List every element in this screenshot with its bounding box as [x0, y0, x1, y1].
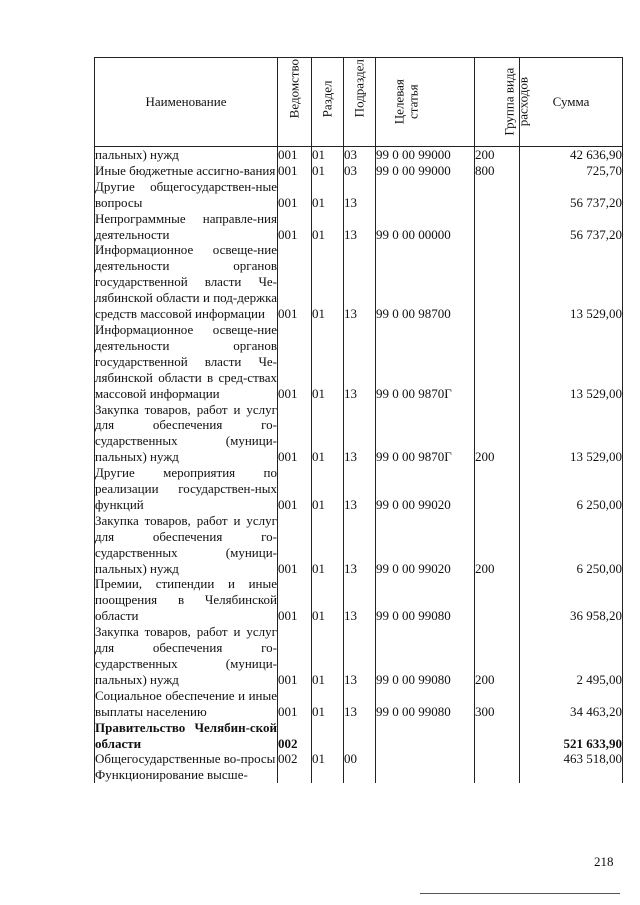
row-expense-group: 200 — [475, 402, 520, 466]
row-name: Закупка товаров, работ и услуг для обеспечения го-сударственных (муници-пальных) нужд — [95, 512, 277, 576]
row-target: 99 0 00 99000 — [376, 147, 475, 163]
row-expense-group: 200 — [475, 147, 520, 163]
row-target: 99 0 00 99020 — [376, 513, 475, 577]
row-section — [312, 720, 344, 752]
row-expense-group — [475, 211, 520, 243]
row-target: 99 0 00 99080 — [376, 624, 475, 688]
row-name: Социальное обеспечение и иные выплаты населению — [95, 687, 277, 719]
row-target: 99 0 00 99000 — [376, 163, 475, 179]
row-expense-group — [475, 767, 520, 783]
row-sum: 56 737,20 — [520, 211, 623, 243]
row-sum — [520, 767, 623, 783]
table-row — [95, 576, 623, 624]
table-row — [95, 402, 623, 466]
header-sum: Сумма — [520, 58, 623, 147]
row-expense-group — [475, 465, 520, 513]
row-dept: 001 — [278, 179, 312, 211]
table-header-row — [95, 58, 623, 147]
table-row — [95, 688, 623, 720]
table-row — [95, 163, 623, 179]
row-section: 01 — [312, 751, 344, 767]
row-expense-group: 800 — [475, 163, 520, 179]
row-expense-group — [475, 720, 520, 752]
row-sum: 6 250,00 — [520, 513, 623, 577]
row-name: Иные бюджетные ассигно-вания — [95, 163, 278, 179]
row-expense-group — [475, 179, 520, 211]
header-name: Наименование — [95, 58, 278, 147]
row-section — [312, 767, 344, 783]
table-row — [95, 624, 623, 688]
row-section: 01 — [312, 163, 344, 179]
row-section: 01 — [312, 322, 344, 402]
row-expense-group — [475, 242, 520, 322]
row-sum: 34 463,20 — [520, 688, 623, 720]
row-dept — [278, 767, 312, 783]
row-sum: 463 518,00 — [520, 751, 623, 767]
row-target: 99 0 00 98700 — [376, 242, 475, 322]
row-dept: 001 — [278, 465, 312, 513]
row-expense-group — [475, 751, 520, 767]
row-subsection: 13 — [344, 322, 376, 402]
row-target: 99 0 00 9870Г — [376, 322, 475, 402]
row-dept: 001 — [278, 322, 312, 402]
row-dept: 001 — [278, 163, 312, 179]
row-subsection: 13 — [344, 465, 376, 513]
row-sum: 36 958,20 — [520, 576, 623, 624]
row-section: 01 — [312, 179, 344, 211]
table-row — [95, 242, 623, 322]
row-expense-group: 300 — [475, 688, 520, 720]
row-section: 01 — [312, 576, 344, 624]
budget-table — [94, 57, 623, 783]
table-row — [95, 179, 623, 211]
row-name: Другие общегосударствен-ные вопросы — [95, 178, 277, 210]
row-subsection: 13 — [344, 688, 376, 720]
row-sum: 56 737,20 — [520, 179, 623, 211]
row-target: 99 0 00 99080 — [376, 688, 475, 720]
row-dept: 002 — [278, 720, 312, 752]
row-name: Закупка товаров, работ и услуг для обеспечения го-сударственных (муници-пальных) нужд — [95, 401, 277, 465]
row-target: 99 0 00 00000 — [376, 211, 475, 243]
row-name: Информационное освеще-ние деятельности органов государственной власти Че-лябинской области и под-держка средств массовой информации — [95, 242, 277, 322]
row-dept: 001 — [278, 624, 312, 688]
row-dept: 001 — [278, 147, 312, 163]
row-sum: 13 529,00 — [520, 242, 623, 322]
row-section: 01 — [312, 242, 344, 322]
footer-rule — [420, 893, 620, 894]
row-sum: 13 529,00 — [520, 402, 623, 466]
row-subsection: 13 — [344, 211, 376, 243]
row-section: 01 — [312, 147, 344, 163]
row-name: Функционирование высше- — [95, 767, 278, 783]
row-subsection: 13 — [344, 513, 376, 577]
row-section: 01 — [312, 211, 344, 243]
row-dept: 001 — [278, 513, 312, 577]
row-name: Другие мероприятия по реализации государствен-ных функций — [95, 465, 277, 512]
row-dept: 001 — [278, 688, 312, 720]
row-expense-group: 200 — [475, 624, 520, 688]
row-dept: 002 — [278, 751, 312, 767]
row-subsection — [344, 720, 376, 752]
page-number: 218 — [594, 854, 614, 869]
row-section: 01 — [312, 624, 344, 688]
row-name: Премии, стипендии и иные поощрения в Челябинской области — [95, 576, 277, 624]
row-target: 99 0 00 99020 — [376, 465, 475, 513]
row-subsection: 00 — [344, 751, 376, 767]
row-section: 01 — [312, 513, 344, 577]
row-target — [376, 751, 475, 767]
row-dept: 001 — [278, 211, 312, 243]
row-name: Закупка товаров, работ и услуг для обеспечения го-сударственных (муници-пальных) нужд — [95, 624, 277, 687]
row-subsection — [344, 767, 376, 783]
table-row — [95, 322, 623, 402]
row-dept: 001 — [278, 242, 312, 322]
row-section: 01 — [312, 402, 344, 466]
row-sum: 521 633,90 — [520, 720, 623, 752]
row-subsection: 03 — [344, 163, 376, 179]
row-section: 01 — [312, 465, 344, 513]
table-body — [95, 147, 623, 784]
row-sum: 6 250,00 — [520, 465, 623, 513]
row-subsection: 13 — [344, 402, 376, 466]
row-subsection: 13 — [344, 179, 376, 211]
row-sum: 725,70 — [520, 163, 623, 179]
table-row — [95, 147, 623, 163]
header-target: Целевая статья — [376, 58, 475, 147]
row-subsection: 13 — [344, 242, 376, 322]
header-section: Раздел — [312, 58, 344, 147]
row-target — [376, 720, 475, 752]
row-sum: 2 495,00 — [520, 624, 623, 688]
row-target: 99 0 00 9870Г — [376, 402, 475, 466]
table-row — [95, 211, 623, 243]
row-subsection: 13 — [344, 624, 376, 688]
row-subsection: 13 — [344, 576, 376, 624]
row-name: Непрограммные направле-ния деятельности — [95, 210, 277, 242]
row-name: Информационное освеще-ние деятельности органов государственной власти Че-лябинской области в сред-ствах массовой информации — [95, 321, 277, 401]
table-row — [95, 767, 623, 783]
table-row — [95, 513, 623, 577]
row-target — [376, 179, 475, 211]
row-subsection: 03 — [344, 147, 376, 163]
header-expense-group: Группа вида расходов — [475, 58, 520, 147]
header-subsection: Подраздел — [344, 58, 376, 147]
row-sum: 13 529,00 — [520, 322, 623, 402]
row-name: Правительство Челябин-ской области — [95, 719, 277, 751]
table-row — [95, 751, 623, 767]
table-row — [95, 720, 623, 752]
row-sum: 42 636,90 — [520, 147, 623, 163]
row-name: пальных) нужд — [95, 147, 278, 163]
row-dept: 001 — [278, 402, 312, 466]
row-dept: 001 — [278, 576, 312, 624]
table-row — [95, 465, 623, 513]
row-target: 99 0 00 99080 — [376, 576, 475, 624]
header-dept: Ведомство — [278, 58, 312, 147]
row-target — [376, 767, 475, 783]
row-expense-group — [475, 576, 520, 624]
row-expense-group: 200 — [475, 513, 520, 577]
row-expense-group — [475, 322, 520, 402]
row-name: Общегосударственные во-просы — [95, 751, 278, 767]
row-section: 01 — [312, 688, 344, 720]
